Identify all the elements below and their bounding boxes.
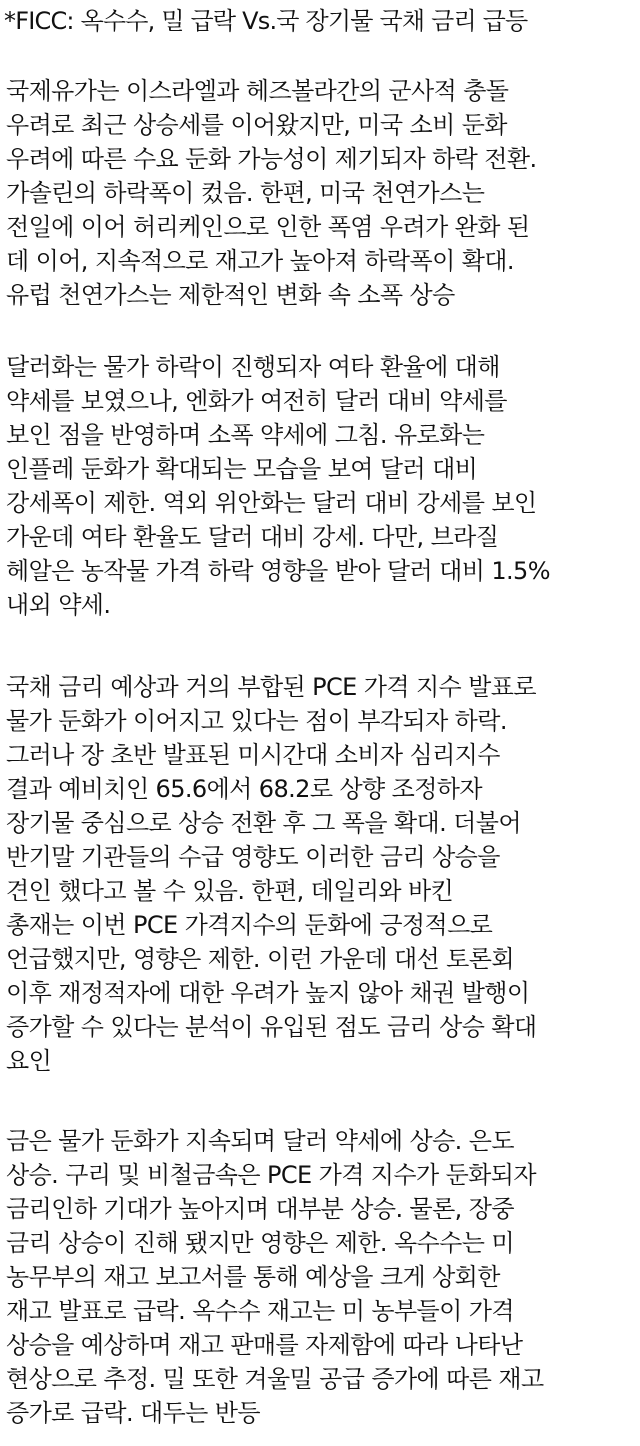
text-line: 총재는 이번 PCE 가격지수의 둔화에 긍정적으로: [6, 911, 493, 939]
text-line: 인플레 둔화가 확대되는 모습을 보여 달러 대비: [6, 455, 478, 483]
text-line: 이후 재정적자에 대한 우려가 높지 않아 채권 발행이: [6, 979, 530, 1007]
text-line: 보인 점을 반영하며 소폭 약세에 그침. 유로화는: [6, 421, 485, 449]
text-line: 국채 금리 예상과 거의 부합된 PCE 가격 지수 발표로: [6, 673, 536, 701]
text-line: 데 이어, 지속적으로 재고가 높아져 하락폭이 확대.: [6, 247, 514, 275]
text-line: 약세를 보였으나, 엔화가 여전히 달러 대비 약세를: [6, 387, 507, 415]
text-line: 유럽 천연가스는 제한적인 변화 속 소폭 상승: [6, 281, 455, 309]
text-line: 강세폭이 제한. 역외 위안화는 달러 대비 강세를 보인: [6, 489, 537, 517]
text-line: 그러나 장 초반 발표된 미시간대 소비자 심리지수: [6, 741, 500, 769]
text-line: 상승을 예상하며 재고 판매를 자제함에 따라 나타난: [6, 1331, 523, 1359]
text-line: 가솔린의 하락폭이 컸음. 한편, 미국 천연가스는: [6, 179, 485, 207]
text-line: 금리 상승이 진해 됐지만 영향은 제한. 옥수수는 미: [6, 1229, 514, 1257]
text-line: 현상으로 추정. 밀 또한 겨울밀 공급 증가에 따른 재고: [6, 1365, 544, 1393]
text-line: 장기물 중심으로 상승 전환 후 그 폭을 확대. 더불어: [6, 809, 521, 837]
text-line: 반기말 기관들의 수급 영향도 이러한 금리 상승을: [6, 843, 500, 871]
text-line: 언급했지만, 영향은 제한. 이런 가운데 대선 토론회: [6, 945, 514, 973]
text-line: 금리인하 기대가 높아지며 대부분 상승. 물론, 장중: [6, 1195, 514, 1223]
text-line: 요인: [6, 1047, 52, 1075]
text-line: 견인 했다고 볼 수 있음. 한편, 데일리와 바킨: [6, 877, 454, 905]
text-line: 금은 물가 둔화가 지속되며 달러 약세에 상승. 은도: [6, 1127, 514, 1155]
document-title: *FICC: 옥수수, 밀 급락 Vs.국 장기물 국채 금리 급등: [4, 7, 528, 35]
text-line: 증가할 수 있다는 분석이 유입된 점도 금리 상승 확대: [6, 1013, 537, 1041]
text-line: 결과 예비치인 65.6에서 68.2로 상향 조정하자: [6, 775, 482, 803]
text-line: 우려로 최근 상승세를 이어왔지만, 미국 소비 둔화: [6, 111, 507, 139]
text-line: 내외 약세.: [6, 591, 111, 619]
text-line: 헤알은 농작물 가격 하락 영향을 받아 달러 대비 1.5%: [6, 557, 550, 585]
text-line: 재고 발표로 급락. 옥수수 재고는 미 농부들이 가격: [6, 1297, 514, 1325]
text-line: 증가로 급락. 대두는 반등: [6, 1399, 260, 1427]
text-line: 국제유가는 이스라엘과 헤즈볼라간의 군사적 충돌: [6, 77, 509, 105]
text-line: 상승. 구리 및 비철금속은 PCE 가격 지수가 둔화되자: [6, 1161, 536, 1189]
text-line: 가운데 여타 환율도 달러 대비 강세. 다만, 브라질: [6, 523, 499, 551]
text-line: 달러화는 물가 하락이 진행되자 여타 환율에 대해: [6, 353, 500, 381]
text-line: 우려에 따른 수요 둔화 가능성이 제기되자 하락 전환.: [6, 145, 537, 173]
text-line: 전일에 이어 허리케인으로 인한 폭염 우려가 완화 된: [6, 213, 530, 241]
text-line: 농무부의 재고 보고서를 통해 예상을 크게 상회한: [6, 1263, 500, 1291]
text-line: 물가 둔화가 이어지고 있다는 점이 부각되자 하락.: [6, 707, 507, 735]
